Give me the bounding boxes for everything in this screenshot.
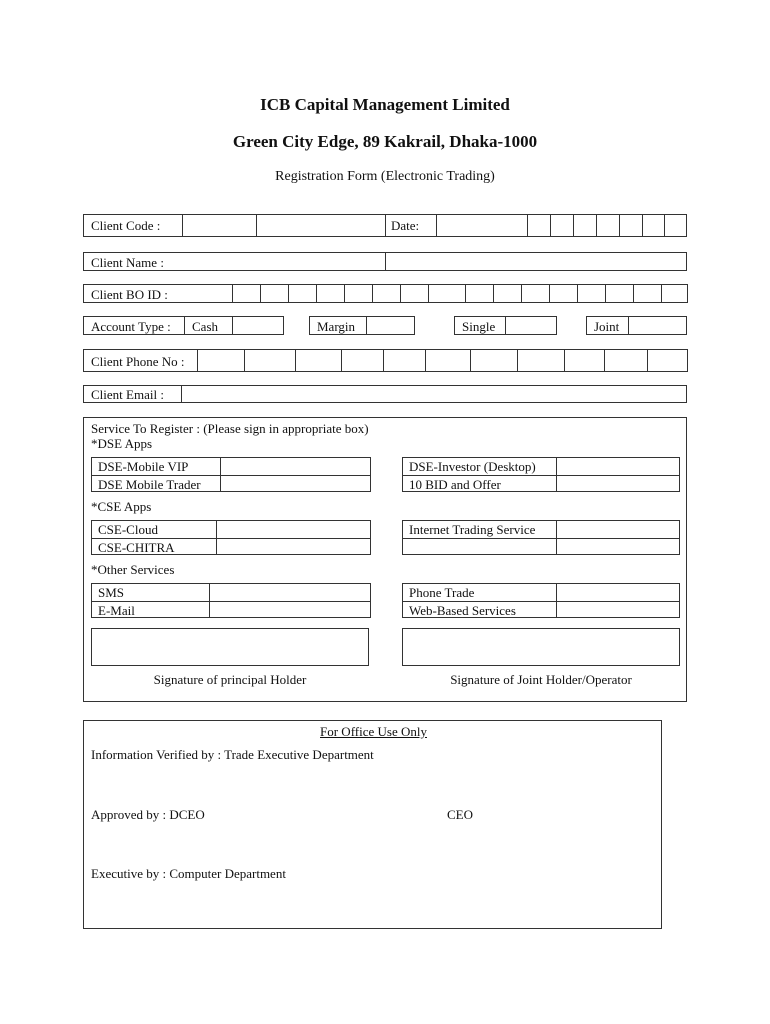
cash-checkbox[interactable] bbox=[233, 317, 283, 334]
dse-mobile-trader-label: DSE Mobile Trader bbox=[98, 477, 201, 492]
cse-apps-heading: *CSE Apps bbox=[91, 499, 152, 514]
joint-group bbox=[586, 316, 687, 335]
web-based-sign-box[interactable] bbox=[557, 602, 679, 617]
single-label: Single bbox=[462, 319, 496, 334]
phone-trade-label: Phone Trade bbox=[409, 585, 475, 600]
other-services-heading: *Other Services bbox=[91, 562, 175, 577]
service-heading: Service To Register : (Please sign in appropriate box) bbox=[91, 421, 369, 436]
bid-offer-sign-box[interactable] bbox=[557, 476, 679, 491]
cse-cloud-label: CSE-Cloud bbox=[98, 522, 158, 537]
form-title: Registration Form (Electronic Trading) bbox=[275, 169, 495, 184]
client-phone-row bbox=[83, 349, 688, 372]
principal-signature-box[interactable] bbox=[91, 628, 369, 666]
cse-right-table bbox=[402, 520, 680, 555]
dse-mobile-trader-sign-box[interactable] bbox=[221, 476, 370, 491]
dse-mobile-vip-sign-box[interactable] bbox=[221, 458, 370, 475]
dse-mobile-vip-label: DSE-Mobile VIP bbox=[98, 459, 189, 474]
joint-checkbox[interactable] bbox=[629, 317, 686, 334]
cse-cloud-sign-box[interactable] bbox=[217, 521, 370, 538]
bid-offer-label: 10 BID and Offer bbox=[409, 477, 501, 492]
office-use-section bbox=[83, 720, 662, 929]
margin-label: Margin bbox=[317, 319, 356, 334]
web-based-label: Web-Based Services bbox=[409, 603, 516, 618]
client-code-label: Client Code : bbox=[91, 218, 161, 233]
sms-label: SMS bbox=[98, 585, 125, 600]
account-type-cash-group bbox=[83, 316, 284, 335]
single-group bbox=[454, 316, 557, 335]
ceo-label: CEO bbox=[447, 807, 473, 822]
other-left-table bbox=[91, 583, 371, 618]
sms-sign-box[interactable] bbox=[210, 584, 370, 601]
client-bo-id-row bbox=[83, 284, 688, 303]
client-code-date-row bbox=[83, 214, 687, 237]
joint-signature-label: Signature of Joint Holder/Operator bbox=[450, 672, 632, 687]
cse-left-table bbox=[91, 520, 371, 555]
dse-apps-heading: *DSE Apps bbox=[91, 436, 153, 451]
client-email-field[interactable] bbox=[182, 386, 686, 402]
cse-chitra-label: CSE-CHITRA bbox=[98, 540, 175, 555]
other-right-table bbox=[402, 583, 680, 618]
office-use-heading: For Office Use Only bbox=[320, 724, 427, 739]
date-label: Date: bbox=[391, 218, 420, 233]
client-phone-label: Client Phone No : bbox=[91, 354, 185, 369]
client-name-field[interactable] bbox=[386, 253, 686, 270]
joint-signature-box[interactable] bbox=[402, 628, 680, 666]
executive-by-label: Executive by : Computer Department bbox=[91, 866, 286, 881]
dse-right-table bbox=[402, 457, 680, 492]
cse-chitra-sign-box[interactable] bbox=[217, 539, 370, 554]
client-name-row bbox=[83, 252, 687, 271]
single-checkbox[interactable] bbox=[506, 317, 556, 334]
internet-trading-sign-box[interactable] bbox=[557, 521, 679, 538]
dse-left-table bbox=[91, 457, 371, 492]
approved-by-label: Approved by : DCEO bbox=[91, 807, 205, 822]
client-email-row bbox=[83, 385, 687, 403]
company-name: ICB Capital Management Limited bbox=[260, 95, 510, 114]
client-code-field[interactable] bbox=[183, 215, 256, 236]
client-bo-id-label: Client BO ID : bbox=[91, 287, 168, 302]
dse-investor-label: DSE-Investor (Desktop) bbox=[409, 459, 536, 474]
email-service-label: E-Mail bbox=[98, 603, 135, 618]
company-address: Green City Edge, 89 Kakrail, Dhaka-1000 bbox=[232, 132, 538, 151]
margin-group bbox=[309, 316, 415, 335]
cash-label: Cash bbox=[192, 319, 218, 334]
margin-checkbox[interactable] bbox=[367, 317, 414, 334]
email-sign-box[interactable] bbox=[210, 602, 370, 617]
phone-trade-sign-box[interactable] bbox=[557, 584, 679, 601]
service-section bbox=[83, 417, 687, 702]
client-phone-field[interactable] bbox=[197, 350, 687, 371]
cse-right-empty-row[interactable] bbox=[403, 539, 679, 554]
dse-investor-sign-box[interactable] bbox=[557, 458, 679, 475]
client-bo-id-field[interactable] bbox=[232, 285, 687, 302]
verified-by-label: Information Verified by : Trade Executive Department bbox=[91, 747, 374, 762]
internet-trading-label: Internet Trading Service bbox=[409, 522, 536, 537]
principal-signature-label: Signature of principal Holder bbox=[153, 672, 307, 687]
joint-label: Joint bbox=[594, 319, 620, 334]
date-field[interactable] bbox=[437, 215, 686, 236]
client-email-label: Client Email : bbox=[91, 387, 164, 402]
client-name-label: Client Name : bbox=[91, 255, 164, 270]
account-type-label: Account Type : bbox=[91, 319, 171, 334]
